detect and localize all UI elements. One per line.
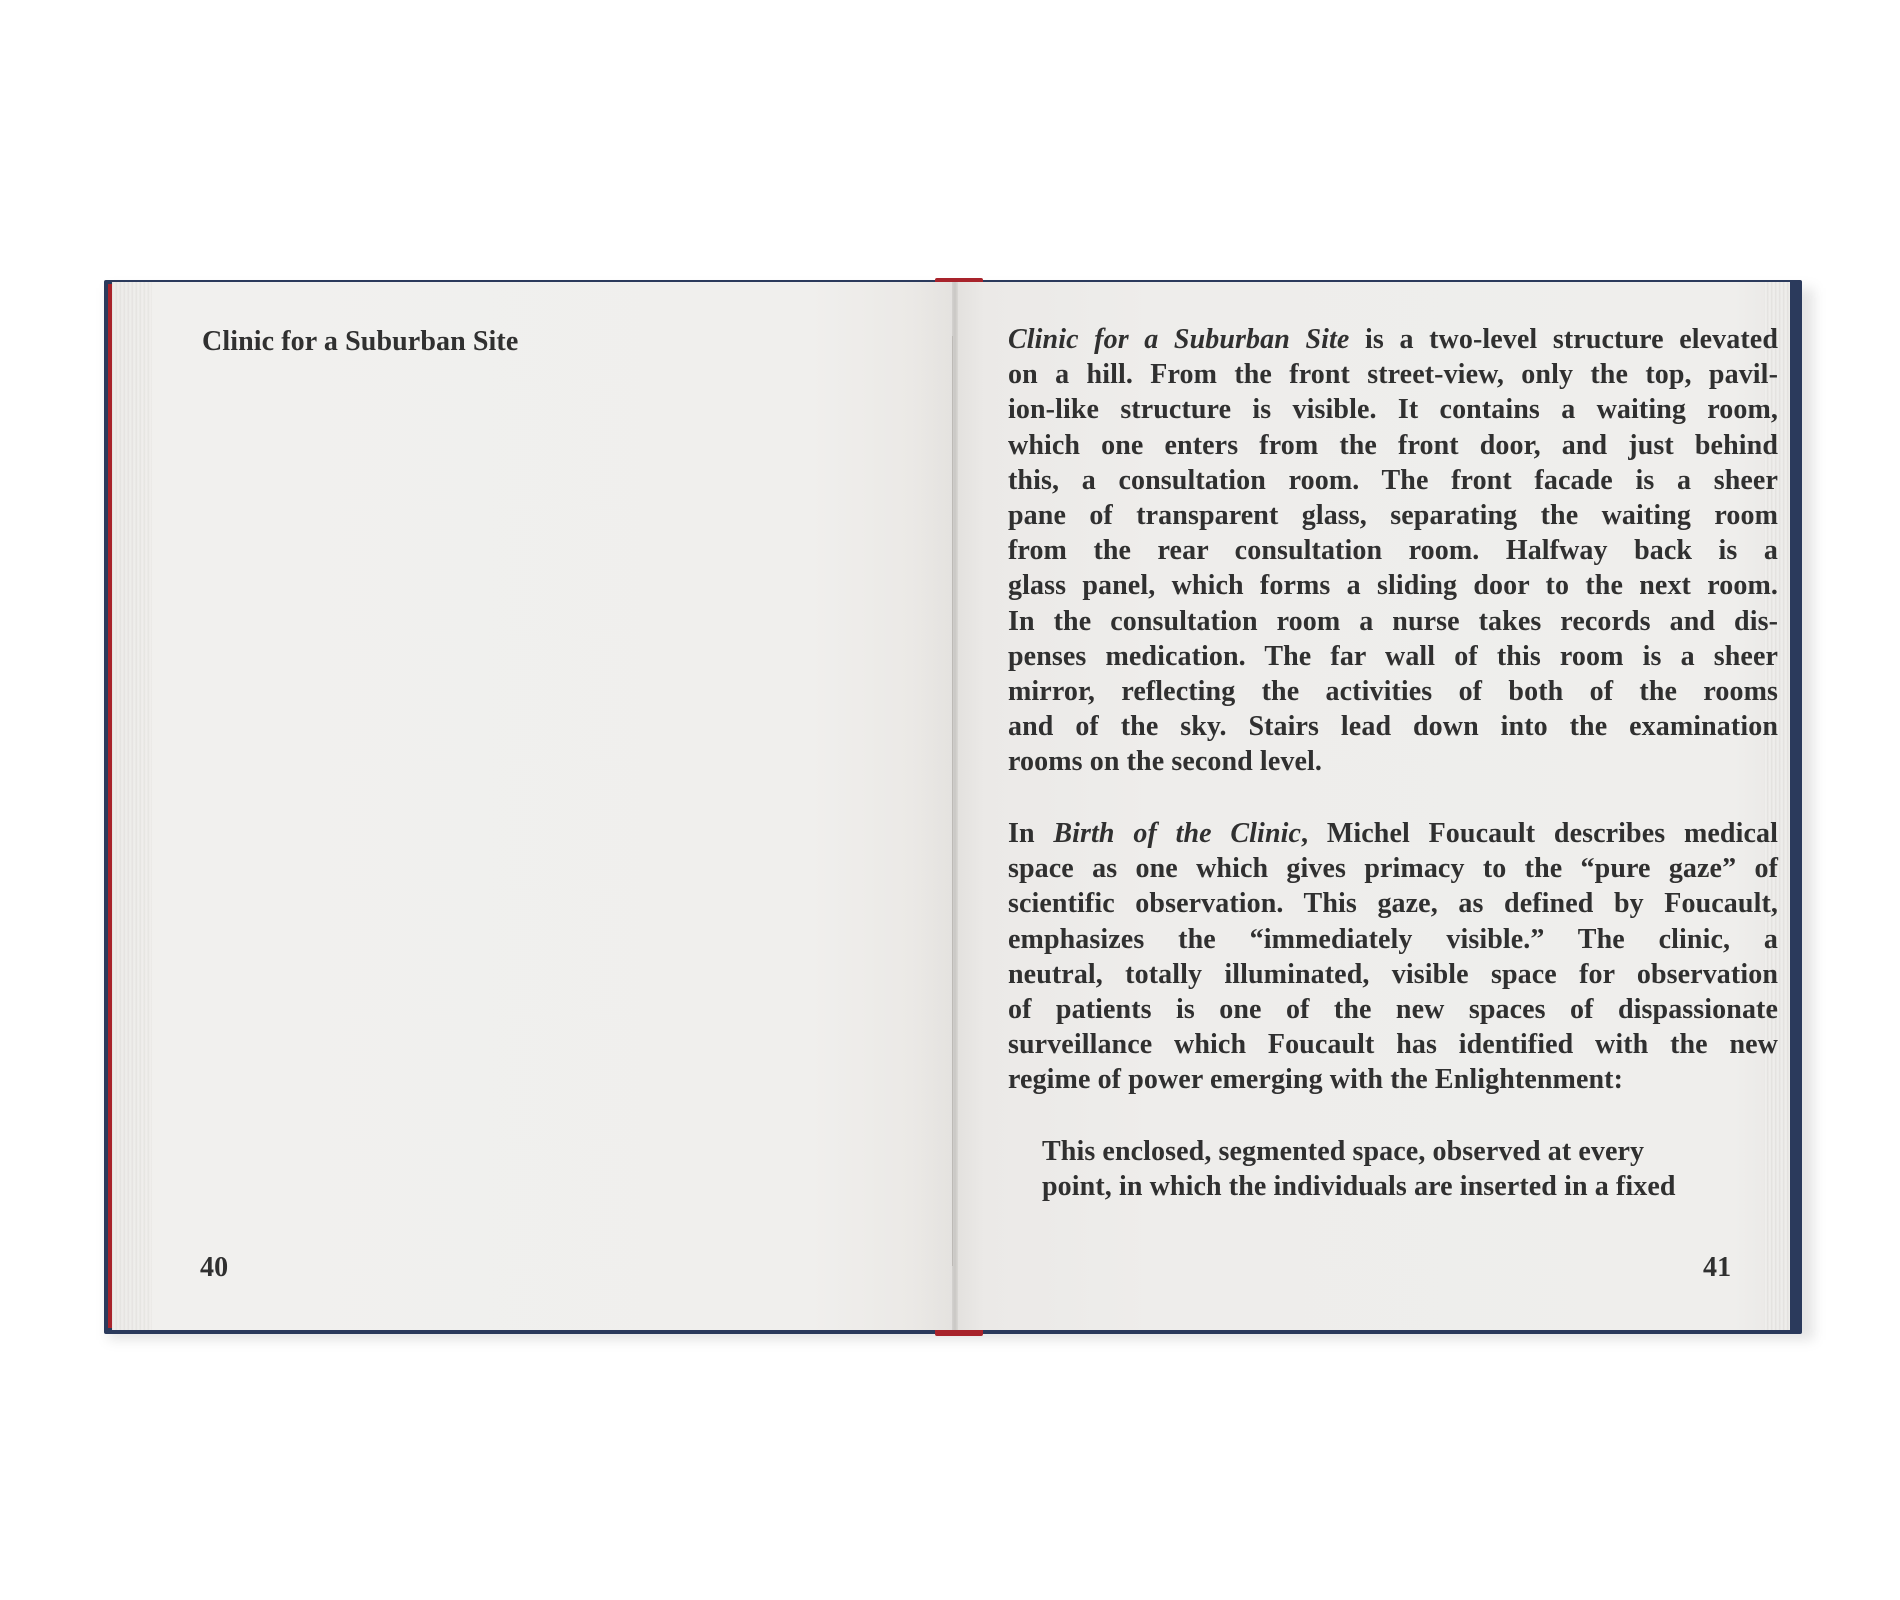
left-page [112,282,954,1330]
text-line: regime of power emerging with the Enlightenment: [1008,1064,1624,1096]
text-line: on a hill. From the front street-view, only the top, pavil- [1008,359,1778,391]
text-line: which one enters from the front door, and just behind [1008,429,1778,461]
text-line: rooms on the second level. [1008,746,1322,778]
text-line: mirror, reflecting the activities of both of the rooms [1008,676,1778,708]
text-line: space as one which gives primacy to the “pure gaze” of [1008,853,1778,885]
text-line: point, in which the individuals are inserted in a fixed [1042,1171,1676,1203]
text-line: pane of transparent glass, separating the waiting room [1008,500,1778,532]
running-head: Clinic for a Suburban Site [202,326,519,357]
text-line: penses medication. The far wall of this room is a sheer [1008,640,1778,672]
text-line: ion-like structure is visible. It contains a waiting room, [1008,394,1778,426]
text-line: this, a consultation room. The front facade is a sheer [1008,464,1778,496]
text-line: of patients is one of the new spaces of dispassionate [1008,994,1778,1026]
text-line: from the rear consultation room. Halfway back is a [1008,535,1778,567]
page-number-right: 41 [1703,1252,1732,1283]
text-line: scientific observation. This gaze, as defined by Foucault, [1008,888,1778,920]
text-line: Clinic for a Suburban Site is a two-level structure elevated [1008,324,1778,355]
text-line: surveillance which Foucault has identified with the new [1008,1029,1778,1061]
text-line: and of the sky. Stairs lead down into the examination [1008,711,1778,743]
page-number-left: 40 [200,1252,229,1283]
text-line: neutral, totally illuminated, visible space for observation [1008,958,1778,990]
block-quote [1042,1134,1782,1204]
text-line: glass panel, which forms a sliding door to the next room. [1008,570,1778,602]
body-paragraph-2 [1008,816,1778,1098]
text-line: This enclosed, segmented space, observed at every [1042,1136,1645,1167]
gutter-fold-line [952,336,953,1266]
left-page-edges [112,282,152,1330]
text-line: In the consultation room a nurse takes records and dis- [1008,605,1778,637]
body-paragraph-1 [1008,322,1778,780]
text-line: emphasizes the “immediately visible.” The clinic, a [1008,923,1778,955]
text-line: In Birth of the Clinic, Michel Foucault describes medical [1008,818,1778,849]
